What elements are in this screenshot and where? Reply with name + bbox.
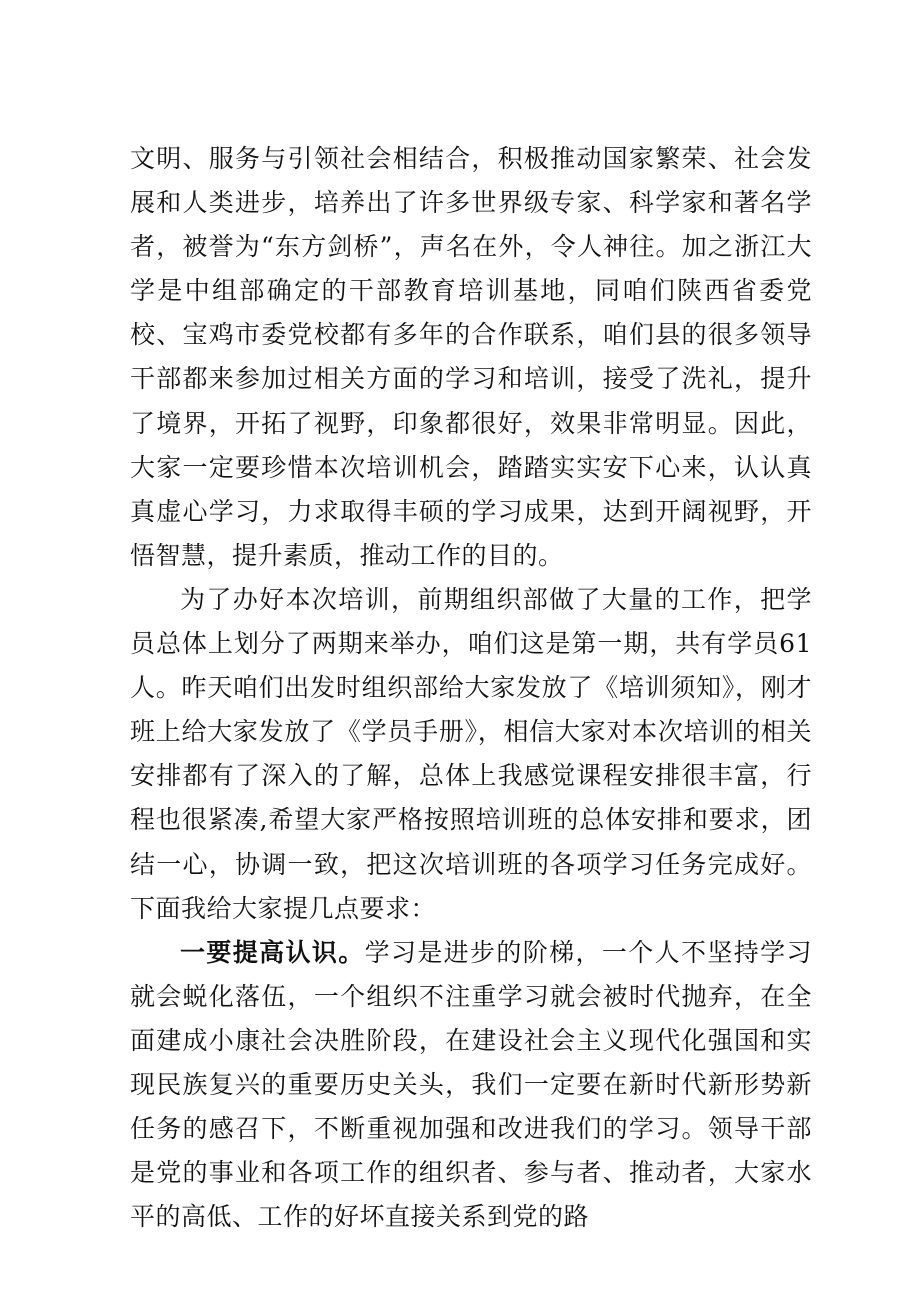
paragraph-2-text: 为了办好本次培训，前期组织部做了大量的工作，把学员总体上划分了两期来举办，咱们这是第一期，共有学员61人。昨天咱们出发时组织部给大家发放了《培训须知》，刚才班上给大家发放了《学员手册》，相信大家对本次培训的相关安排都有了深入的了解，总体上我感觉课程安排很丰富，行程也很紧凑,希望大家严格按照培训班的总体安排和要求，团结一心，协调一致，把这次培训班的各项学习任务完成好。下面我给大家提几点要求：: [130, 584, 812, 923]
paragraph-3: [130, 931, 812, 1240]
body-text: [130, 137, 812, 1239]
paragraph-2: [130, 578, 812, 931]
paragraph-1: [130, 137, 812, 578]
paragraph-1-text: 文明、服务与引领社会相结合，积极推动国家繁荣、社会发展和人类进步，培养出了许多世界级专家、科学家和著名学者，被誉为“东方剑桥”，声名在外，令人神往。加之浙江大学是中组部确定的干部教育培训基地，同咱们陕西省委党校、宝鸡市委党校都有多年的合作联系，咱们县的很多领导干部都来参加过相关方面的学习和培训，接受了洗礼，提升了境界，开拓了视野，印象都很好，效果非常明显。因此，大家一定要珍惜本次培训机会，踏踏实实安下心来，认认真真虚心学习，力求取得丰硕的学习成果，达到开阔视野，开悟智慧，提升素质，推动工作的目的。: [130, 144, 812, 570]
paragraph-3-text: 学习是进步的阶梯，一个人不坚持学习就会蜕化落伍，一个组织不注重学习就会被时代抛弃，在全面建成小康社会决胜阶段，在建设社会主义现代化强国和实现民族复兴的重要历史关头，我们一定要在新时代新形势新任务的感召下，不断重视加强和改进我们的学习。领导干部是党的事业和各项工作的组织者、参与者、推动者，大家水平的高低、工作的好坏直接关系到党的路: [130, 937, 812, 1232]
paragraph-3-lead: 一要提高认识。: [180, 937, 365, 967]
